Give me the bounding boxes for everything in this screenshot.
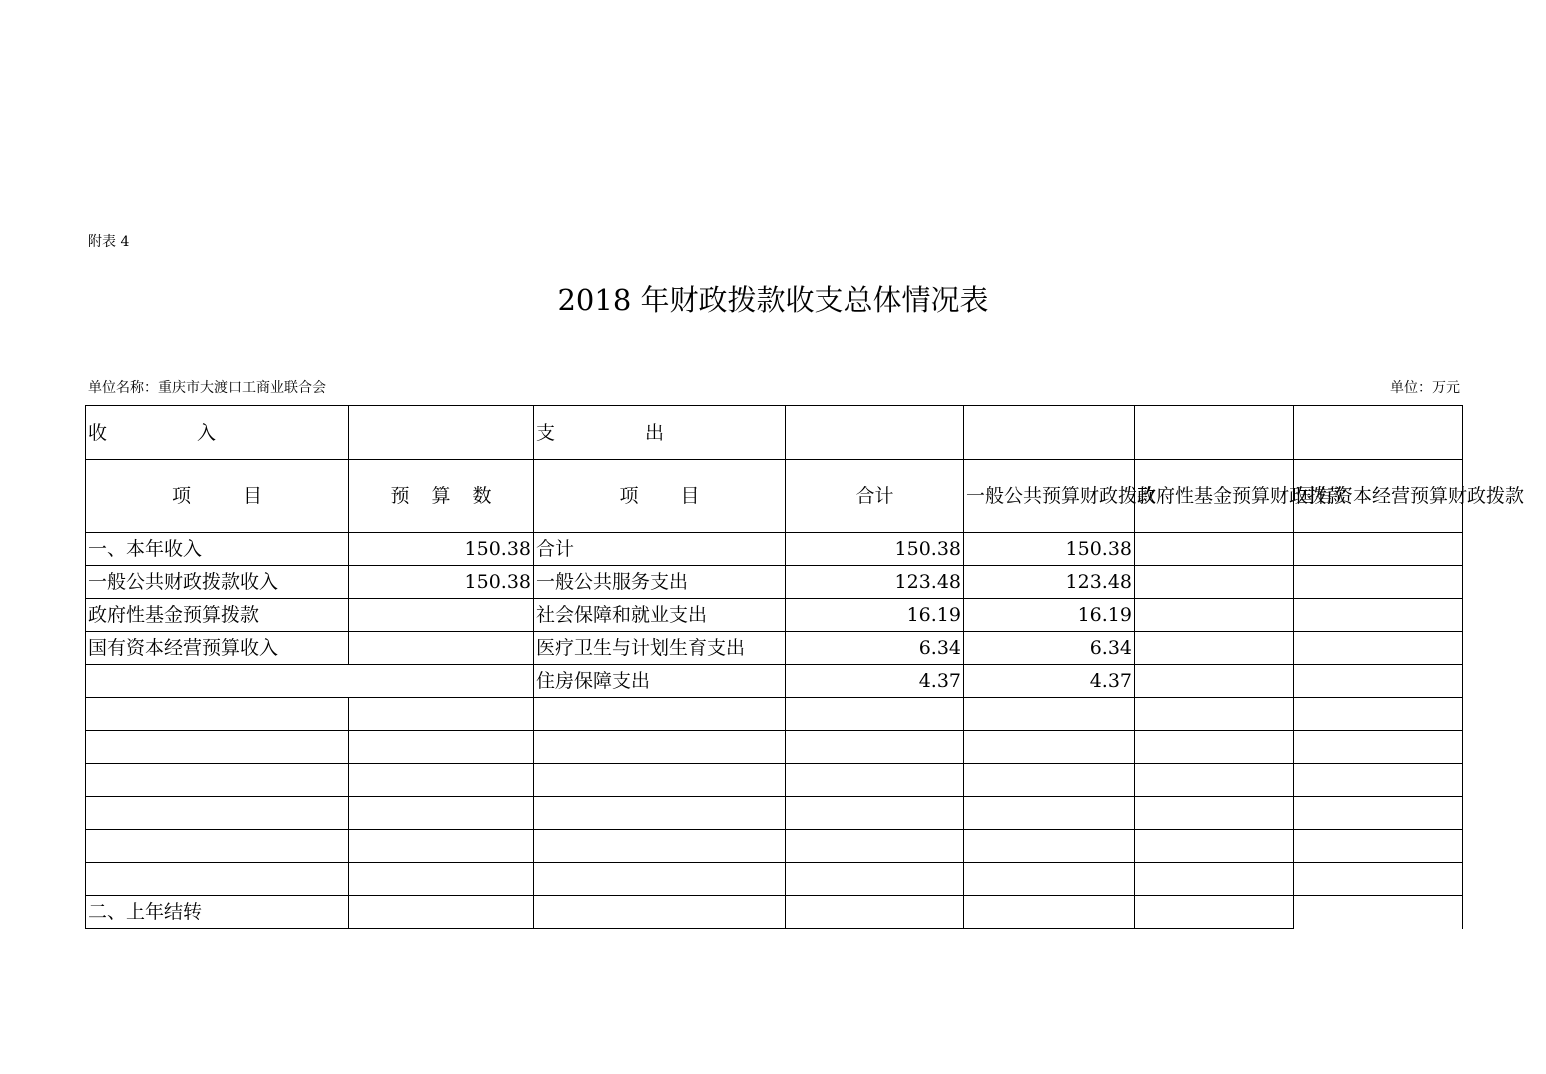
empty-cell	[86, 764, 349, 797]
total-value: 150.38	[786, 533, 964, 566]
unit-label: 单位：万元	[1390, 380, 1460, 396]
empty-cell	[1135, 863, 1294, 896]
empty-cell	[1135, 698, 1294, 731]
table-row	[86, 566, 1463, 599]
fund-budget-header: 政府性基金预算财政拨款	[1135, 460, 1294, 533]
general-value: 150.38	[964, 533, 1135, 566]
income-item: 一、本年收入	[86, 533, 349, 566]
empty-cell	[1294, 863, 1463, 896]
empty-cell	[1294, 896, 1463, 929]
finance-table	[85, 405, 1525, 929]
income-item: 一般公共财政拨款收入	[86, 566, 349, 599]
empty-cell	[86, 731, 349, 764]
page-title: 2018 年财政拨款收支总体情况表	[557, 283, 989, 317]
general-budget-header: 一般公共预算财政拨款	[964, 460, 1135, 533]
empty-cell	[786, 406, 964, 460]
general-value: 123.48	[964, 566, 1135, 599]
expense-item: 住房保障支出	[534, 665, 786, 698]
empty-cell	[349, 863, 534, 896]
general-value: 6.34	[964, 632, 1135, 665]
empty-cell	[964, 764, 1135, 797]
income-item: 国有资本经营预算收入	[86, 632, 349, 665]
empty-cell	[534, 698, 786, 731]
table-row	[86, 533, 1463, 566]
general-value: 16.19	[964, 599, 1135, 632]
state-value	[1294, 533, 1463, 566]
table-row	[86, 731, 1463, 764]
empty-cell	[534, 797, 786, 830]
table-row	[86, 830, 1463, 863]
empty-cell	[786, 830, 964, 863]
empty-cell	[86, 797, 349, 830]
fund-value	[1135, 533, 1294, 566]
empty-cell	[964, 698, 1135, 731]
total-value: 4.37	[786, 665, 964, 698]
income-section-header: 收 入	[86, 406, 349, 460]
empty-cell	[964, 896, 1135, 929]
table-row	[86, 863, 1463, 896]
fund-value	[1135, 665, 1294, 698]
fund-value	[1135, 566, 1294, 599]
empty-cell	[349, 698, 534, 731]
expense-item: 社会保障和就业支出	[534, 599, 786, 632]
empty-cell	[1135, 731, 1294, 764]
empty-cell	[1294, 698, 1463, 731]
empty-cell	[786, 863, 964, 896]
empty-cell	[86, 830, 349, 863]
unit-name: 单位名称：重庆市大渡口工商业联合会	[88, 380, 326, 396]
empty-cell	[786, 896, 964, 929]
fund-value	[1135, 599, 1294, 632]
empty-cell	[534, 896, 786, 929]
fund-value	[1135, 632, 1294, 665]
empty-cell	[786, 797, 964, 830]
empty-cell	[964, 797, 1135, 830]
empty-cell	[349, 764, 534, 797]
total-value: 16.19	[786, 599, 964, 632]
empty-cell	[534, 764, 786, 797]
expense-section-header: 支 出	[534, 406, 786, 460]
empty-cell	[349, 896, 534, 929]
empty-cell	[964, 830, 1135, 863]
table-row	[86, 599, 1463, 632]
table-row	[86, 764, 1463, 797]
income-value	[349, 599, 534, 632]
income-item-header: 项 目	[86, 460, 349, 533]
empty-cell	[786, 698, 964, 731]
total-value: 123.48	[786, 566, 964, 599]
empty-cell	[1294, 830, 1463, 863]
section-header-row	[86, 406, 1463, 460]
table-row	[86, 896, 1463, 929]
empty-cell	[349, 406, 534, 460]
empty-cell	[534, 731, 786, 764]
state-capital-header: 国有资本经营预算财政拨款	[1294, 460, 1463, 533]
empty-cell	[964, 406, 1135, 460]
column-header-row	[86, 460, 1463, 533]
expense-item: 医疗卫生与计划生育支出	[534, 632, 786, 665]
empty-cell	[1135, 896, 1294, 929]
income-value: 150.38	[349, 533, 534, 566]
empty-cell	[964, 863, 1135, 896]
empty-cell	[86, 863, 349, 896]
budget-header: 预 算 数	[349, 460, 534, 533]
table-row	[86, 698, 1463, 731]
empty-cell	[1294, 406, 1463, 460]
income-value	[349, 632, 534, 665]
empty-cell	[1135, 406, 1294, 460]
empty-cell	[1294, 764, 1463, 797]
empty-cell	[1135, 764, 1294, 797]
income-item-merged	[86, 665, 534, 698]
empty-cell	[964, 731, 1135, 764]
income-item: 政府性基金预算拨款	[86, 599, 349, 632]
table-row	[86, 665, 1463, 698]
expense-item-header: 项 目	[534, 460, 786, 533]
income-value: 150.38	[349, 566, 534, 599]
state-value	[1294, 599, 1463, 632]
empty-cell	[349, 731, 534, 764]
state-value	[1294, 665, 1463, 698]
table-row	[86, 797, 1463, 830]
empty-cell	[1135, 830, 1294, 863]
total-header: 合计	[786, 460, 964, 533]
empty-cell	[1294, 797, 1463, 830]
empty-cell	[534, 863, 786, 896]
empty-cell	[86, 698, 349, 731]
expense-item: 一般公共服务支出	[534, 566, 786, 599]
total-value: 6.34	[786, 632, 964, 665]
table-row	[86, 632, 1463, 665]
empty-cell	[1294, 731, 1463, 764]
expense-item: 合计	[534, 533, 786, 566]
empty-cell	[786, 764, 964, 797]
empty-cell	[786, 731, 964, 764]
annex-label: 附表 4	[88, 234, 130, 250]
empty-cell	[1135, 797, 1294, 830]
empty-cell	[349, 797, 534, 830]
general-value: 4.37	[964, 665, 1135, 698]
income-item: 二、上年结转	[86, 896, 349, 929]
state-value	[1294, 632, 1463, 665]
empty-cell	[534, 830, 786, 863]
state-value	[1294, 566, 1463, 599]
empty-cell	[349, 830, 534, 863]
